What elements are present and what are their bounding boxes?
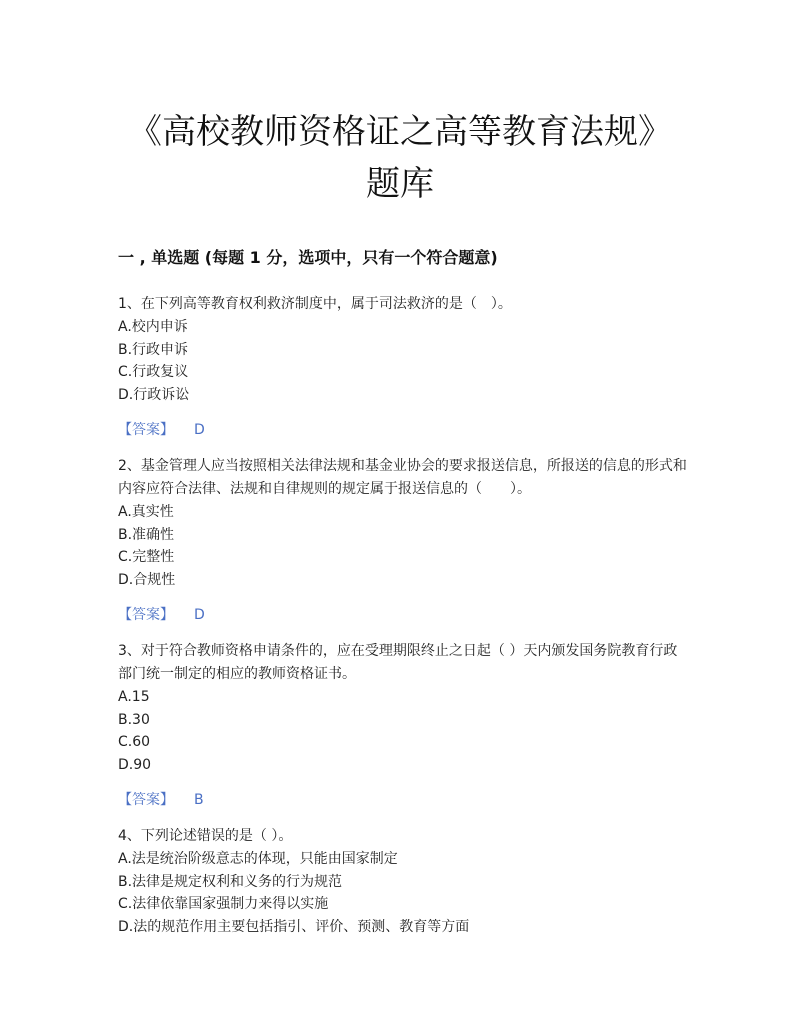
- option-c: C.完整性: [118, 549, 175, 565]
- question-3: [118, 640, 688, 811]
- question-2: [118, 455, 688, 626]
- answer-value: D: [194, 422, 205, 438]
- question-stem: 4、下列论述错误的是（ ）。: [118, 828, 293, 844]
- option-d: D.法的规范作用主要包括指引、评价、预测、教育等方面: [118, 918, 470, 935]
- question-stem: 2、基金管理人应当按照相关法律法规和基金业协会的要求报送信息，所报送的信息的形式和内容应符合法律、法规和自律规则的规定属于报送信息的（ ）。: [118, 458, 687, 497]
- answer-label: 【答案】: [118, 422, 174, 438]
- answer-label: 【答案】: [118, 792, 174, 808]
- option-c: C.行政复议: [118, 364, 189, 380]
- question-list: [118, 293, 688, 938]
- question-stem: 1、在下列高等教育权利救济制度中，属于司法救济的是（ ）。: [118, 296, 512, 312]
- option-a: A.校内申诉: [118, 319, 188, 335]
- option-d: D.行政诉讼: [118, 386, 190, 403]
- answer-line: [118, 789, 688, 811]
- option-b: B.30: [118, 711, 150, 728]
- document-title: [0, 106, 800, 210]
- option-c: C.法律依靠国家强制力来得以实施: [118, 896, 329, 912]
- question-1: [118, 293, 688, 441]
- option-a: A.真实性: [118, 504, 174, 520]
- option-b: B.行政申诉: [118, 341, 189, 358]
- answer-value: D: [194, 607, 205, 623]
- answer-line: [118, 419, 688, 441]
- document-title-line2: 题库: [366, 164, 434, 204]
- option-a: A.法是统治阶级意志的体现，只能由国家制定: [118, 851, 398, 867]
- option-d: D.90: [118, 756, 152, 773]
- document-title-line1: 《高校教师资格证之高等教育法规》: [128, 112, 672, 152]
- option-c: C.60: [118, 734, 151, 750]
- question-4: [118, 825, 688, 938]
- section-heading: 一 , 单选题 (每题 1 分，选项中，只有一个符合题意): [118, 248, 498, 267]
- answer-line: [118, 604, 688, 626]
- option-a: A.15: [118, 689, 150, 705]
- option-b: B.法律是规定权利和义务的行为规范: [118, 873, 343, 890]
- option-d: D.合规性: [118, 571, 176, 588]
- answer-value: B: [194, 792, 204, 808]
- question-stem: 3、对于符合教师资格申请条件的，应在受理期限终止之日起（ ）天内颁发国务院教育行政部门统一制定的相应的教师资格证书。: [118, 643, 678, 682]
- answer-label: 【答案】: [118, 607, 174, 623]
- option-b: B.准确性: [118, 526, 175, 543]
